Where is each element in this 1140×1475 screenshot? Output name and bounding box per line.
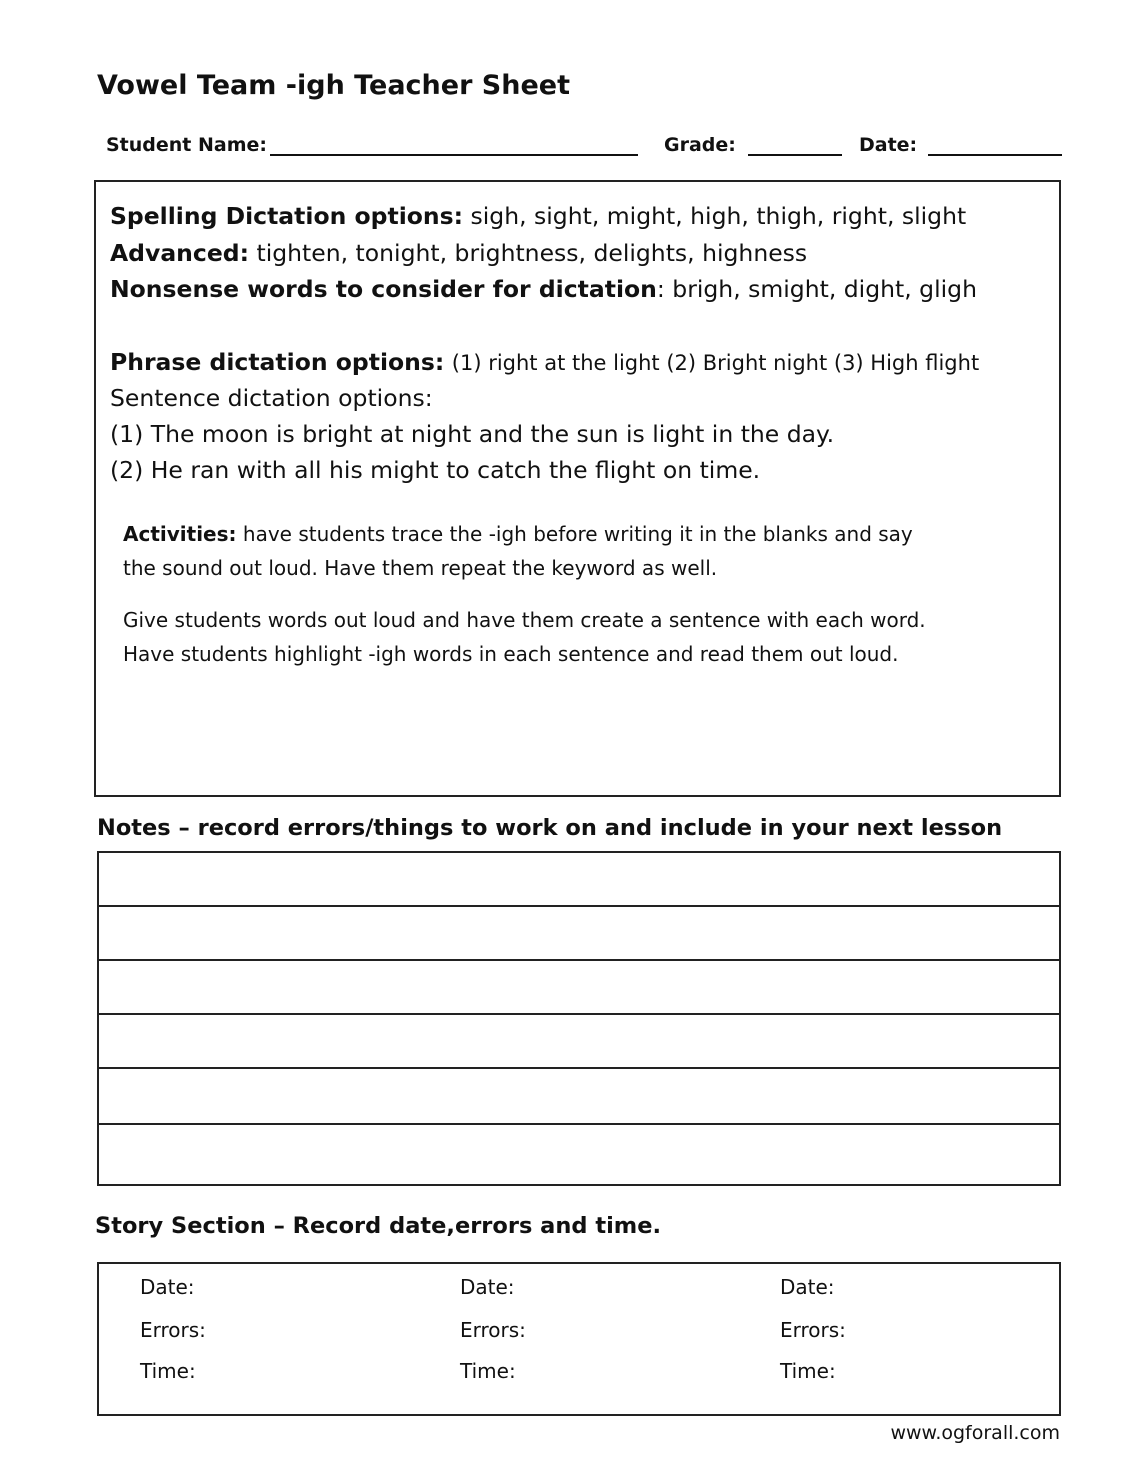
story-date-label: Date: [460, 1275, 515, 1299]
activities-line-1 [123, 522, 913, 546]
date-label: Date: [859, 134, 918, 156]
give-line-2: Have students highlight -igh words in each sentence and read them out loud. [123, 642, 899, 666]
page-title: Vowel Team -igh Teacher Sheet [97, 70, 571, 101]
notes-line[interactable] [99, 1069, 1059, 1125]
notes-line[interactable] [99, 853, 1059, 907]
student-name-field[interactable] [270, 134, 638, 156]
story-time-label: Time: [140, 1359, 196, 1383]
notes-title: Notes – record errors/things to work on and include in your next lesson [97, 815, 1003, 841]
footer-website: www.ogforall.com [890, 1422, 1060, 1444]
story-errors-label: Errors: [780, 1318, 846, 1342]
phrase-options [110, 348, 979, 376]
story-time-label: Time: [460, 1359, 516, 1383]
notes-line[interactable] [99, 961, 1059, 1015]
activities-text-1: have students trace the -igh before writing it in the blanks and say [242, 522, 913, 546]
date-field[interactable] [928, 134, 1062, 156]
advanced-options [110, 239, 807, 267]
story-title: Story Section – Record date,errors and time. [95, 1213, 662, 1239]
nonsense-label: Nonsense words to consider for dictation [110, 275, 657, 303]
instruction-box [94, 180, 1061, 797]
story-box [97, 1262, 1061, 1416]
story-date-label: Date: [140, 1275, 195, 1299]
grade-field[interactable] [748, 134, 842, 156]
sentence-2: (2) He ran with all his might to catch the flight on time. [110, 456, 761, 484]
sentence-label: Sentence dictation options: [110, 384, 433, 412]
spelling-label: Spelling Dictation options: [110, 202, 464, 230]
phrase-text: (1) right at the light (2) Bright night (3) High flight [451, 351, 980, 375]
notes-box[interactable] [97, 851, 1061, 1186]
student-name-label: Student Name: [106, 134, 268, 156]
nonsense-options [110, 275, 977, 303]
story-errors-label: Errors: [140, 1318, 206, 1342]
activities-line-2: the sound out loud. Have them repeat the keyword as well. [123, 556, 718, 580]
notes-line[interactable] [99, 1015, 1059, 1069]
sentence-1: (1) The moon is bright at night and the sun is light in the day. [110, 420, 835, 448]
story-time-label: Time: [780, 1359, 836, 1383]
give-line-1: Give students words out loud and have them create a sentence with each word. [123, 608, 926, 632]
notes-line[interactable] [99, 1125, 1059, 1179]
advanced-words: tighten, tonight, brightness, delights, highness [256, 239, 808, 267]
notes-line[interactable] [99, 907, 1059, 961]
story-errors-label: Errors: [460, 1318, 526, 1342]
nonsense-words: : brigh, smight, dight, gligh [656, 275, 977, 303]
grade-label: Grade: [664, 134, 736, 156]
spelling-options [110, 202, 966, 230]
advanced-label: Advanced: [110, 239, 250, 267]
phrase-label: Phrase dictation options: [110, 348, 445, 376]
story-date-label: Date: [780, 1275, 835, 1299]
spelling-words: sigh, sight, might, high, thigh, right, slight [470, 202, 967, 230]
activities-label: Activities: [123, 522, 237, 546]
